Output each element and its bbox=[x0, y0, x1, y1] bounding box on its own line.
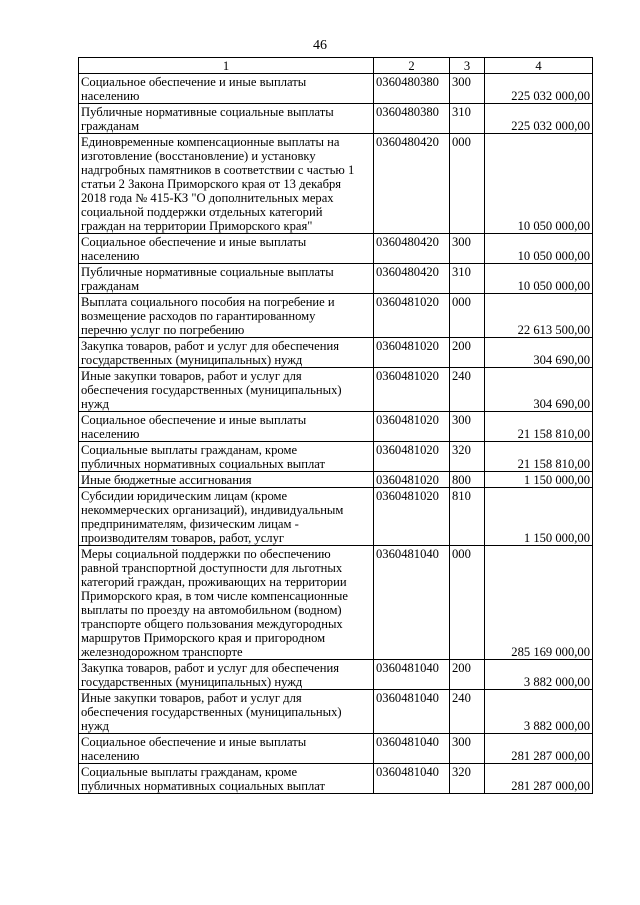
row-name-line: публичных нормативных социальных выплат bbox=[81, 457, 326, 471]
row-name-line: Публичные нормативные социальные выплаты bbox=[81, 105, 334, 119]
row-name-line: выплаты по проезду на автомобильном (водном) bbox=[81, 603, 342, 617]
row-type-cell: 810 bbox=[450, 488, 485, 546]
row-name-line: Единовременные компенсационные выплаты на bbox=[81, 135, 340, 149]
row-name-line: производителям товаров, работ, услуг bbox=[81, 531, 285, 545]
row-name-cell bbox=[79, 660, 374, 690]
row-name-line: маршрутов Приморского края и пригородном bbox=[81, 631, 326, 645]
row-amount-cell: 3 882 000,00 bbox=[485, 660, 593, 690]
row-amount-cell: 1 150 000,00 bbox=[485, 488, 593, 546]
row-name-cell bbox=[79, 734, 374, 764]
row-name-line: статьи 2 Закона Приморского края от 13 декабря bbox=[81, 177, 342, 191]
table-row bbox=[79, 488, 593, 546]
row-name-cell bbox=[79, 764, 374, 794]
row-name-cell bbox=[79, 690, 374, 734]
row-type-cell: 000 bbox=[450, 134, 485, 234]
row-amount-cell: 1 150 000,00 bbox=[485, 472, 593, 488]
row-name-cell bbox=[79, 368, 374, 412]
row-type-cell: 240 bbox=[450, 368, 485, 412]
row-name-line: населению bbox=[81, 249, 140, 263]
row-name-line: категорий граждан, проживающих на территории bbox=[81, 575, 347, 589]
row-type-cell: 240 bbox=[450, 690, 485, 734]
row-name-line: изготовление (восстановление) и установку bbox=[81, 149, 316, 163]
row-name-cell bbox=[79, 412, 374, 442]
row-name-line: Субсидии юридическим лицам (кроме bbox=[81, 489, 288, 503]
table-row bbox=[79, 546, 593, 660]
budget-table-body bbox=[79, 58, 593, 794]
row-code-cell: 0360481040 bbox=[374, 546, 450, 660]
row-code-cell: 0360481040 bbox=[374, 660, 450, 690]
row-code-cell: 0360481040 bbox=[374, 764, 450, 794]
row-code-cell: 0360480380 bbox=[374, 74, 450, 104]
row-type-cell: 300 bbox=[450, 412, 485, 442]
page-number: 46 bbox=[313, 38, 327, 53]
row-type-cell: 300 bbox=[450, 734, 485, 764]
row-name-line: предпринимателям, физическим лицам - bbox=[81, 517, 299, 531]
row-type-cell: 300 bbox=[450, 234, 485, 264]
row-code-cell: 0360481020 bbox=[374, 488, 450, 546]
row-name-line: Социальное обеспечение и иные выплаты bbox=[81, 413, 307, 427]
row-code-cell: 0360481020 bbox=[374, 442, 450, 472]
table-header-row bbox=[79, 58, 593, 74]
row-name-line: Закупка товаров, работ и услуг для обеспечения bbox=[81, 339, 340, 353]
table-row bbox=[79, 764, 593, 794]
table-row bbox=[79, 74, 593, 104]
row-code-cell: 0360481020 bbox=[374, 472, 450, 488]
row-type-cell: 320 bbox=[450, 442, 485, 472]
row-code-cell: 0360481020 bbox=[374, 368, 450, 412]
row-code-cell: 0360481020 bbox=[374, 338, 450, 368]
row-type-cell: 800 bbox=[450, 472, 485, 488]
row-amount-cell: 21 158 810,00 bbox=[485, 412, 593, 442]
table-row bbox=[79, 134, 593, 234]
row-name-cell bbox=[79, 546, 374, 660]
row-amount-cell: 22 613 500,00 bbox=[485, 294, 593, 338]
row-name-line: надгробных памятников в соответствии с частью 1 bbox=[81, 163, 355, 177]
row-type-cell: 000 bbox=[450, 294, 485, 338]
row-name-line: транспорте общего пользования междугородных bbox=[81, 617, 343, 631]
row-name-cell bbox=[79, 472, 374, 488]
row-name-line: государственных (муниципальных) нужд bbox=[81, 675, 303, 689]
row-name-line: некоммерческих организаций), индивидуальным bbox=[81, 503, 344, 517]
row-name-line: перечню услуг по погребению bbox=[81, 323, 245, 337]
row-code-cell: 0360480420 bbox=[374, 264, 450, 294]
table-row bbox=[79, 234, 593, 264]
table-row bbox=[79, 338, 593, 368]
row-name-line: Социальное обеспечение и иные выплаты bbox=[81, 75, 307, 89]
row-name-line: социальной поддержки отдельных категорий bbox=[81, 205, 323, 219]
table-row bbox=[79, 264, 593, 294]
table-row bbox=[79, 442, 593, 472]
budget-table bbox=[78, 57, 593, 794]
row-name-line: публичных нормативных социальных выплат bbox=[81, 779, 326, 793]
row-name-cell bbox=[79, 338, 374, 368]
row-amount-cell: 3 882 000,00 bbox=[485, 690, 593, 734]
row-code-cell: 0360480420 bbox=[374, 234, 450, 264]
row-code-cell: 0360481040 bbox=[374, 734, 450, 764]
table-row bbox=[79, 472, 593, 488]
row-name-line: Публичные нормативные социальные выплаты bbox=[81, 265, 334, 279]
row-name-cell bbox=[79, 442, 374, 472]
row-amount-cell: 21 158 810,00 bbox=[485, 442, 593, 472]
row-name-line: гражданам bbox=[81, 119, 140, 133]
table-row bbox=[79, 660, 593, 690]
row-code-cell: 0360481020 bbox=[374, 294, 450, 338]
row-type-cell: 200 bbox=[450, 338, 485, 368]
row-name-cell bbox=[79, 74, 374, 104]
table-row bbox=[79, 368, 593, 412]
row-amount-cell: 304 690,00 bbox=[485, 338, 593, 368]
row-amount-cell: 281 287 000,00 bbox=[485, 764, 593, 794]
row-amount-cell: 10 050 000,00 bbox=[485, 234, 593, 264]
table-row bbox=[79, 734, 593, 764]
row-amount-cell: 10 050 000,00 bbox=[485, 264, 593, 294]
row-name-line: Социальное обеспечение и иные выплаты bbox=[81, 235, 307, 249]
row-name-cell bbox=[79, 264, 374, 294]
row-name-line: нужд bbox=[81, 719, 109, 733]
row-name-cell bbox=[79, 294, 374, 338]
row-name-cell bbox=[79, 134, 374, 234]
row-amount-cell: 225 032 000,00 bbox=[485, 74, 593, 104]
row-name-line: Социальные выплаты гражданам, кроме bbox=[81, 765, 298, 779]
row-name-line: Приморского края, в том числе компенсационные bbox=[81, 589, 348, 603]
table-row bbox=[79, 294, 593, 338]
row-code-cell: 0360481040 bbox=[374, 690, 450, 734]
row-name-cell bbox=[79, 488, 374, 546]
column-header-4: 4 bbox=[485, 58, 593, 74]
table-row bbox=[79, 412, 593, 442]
column-header-1: 1 bbox=[79, 58, 374, 74]
row-amount-cell: 304 690,00 bbox=[485, 368, 593, 412]
row-amount-cell: 10 050 000,00 bbox=[485, 134, 593, 234]
row-name-line: Социальное обеспечение и иные выплаты bbox=[81, 735, 307, 749]
row-name-line: населению bbox=[81, 427, 140, 441]
row-name-line: возмещение расходов по гарантированному bbox=[81, 309, 316, 323]
row-name-line: государственных (муниципальных) нужд bbox=[81, 353, 303, 367]
row-name-line: обеспечения государственных (муниципальных) bbox=[81, 705, 342, 719]
row-name-line: обеспечения государственных (муниципальных) bbox=[81, 383, 342, 397]
row-name-cell bbox=[79, 104, 374, 134]
row-name-line: Закупка товаров, работ и услуг для обеспечения bbox=[81, 661, 340, 675]
row-type-cell: 200 bbox=[450, 660, 485, 690]
row-name-line: равной транспортной доступности для льготных bbox=[81, 561, 343, 575]
row-name-line: гражданам bbox=[81, 279, 140, 293]
column-header-2: 2 bbox=[374, 58, 450, 74]
row-name-line: граждан на территории Приморского края" bbox=[81, 219, 313, 233]
row-name-line: Социальные выплаты гражданам, кроме bbox=[81, 443, 298, 457]
table-row bbox=[79, 690, 593, 734]
row-code-cell: 0360481020 bbox=[374, 412, 450, 442]
row-name-line: Иные бюджетные ассигнования bbox=[81, 473, 252, 487]
row-name-line: Меры социальной поддержки по обеспечению bbox=[81, 547, 331, 561]
row-name-line: Иные закупки товаров, работ и услуг для bbox=[81, 691, 302, 705]
row-amount-cell: 281 287 000,00 bbox=[485, 734, 593, 764]
row-name-line: нужд bbox=[81, 397, 109, 411]
row-code-cell: 0360480420 bbox=[374, 134, 450, 234]
row-name-line: населению bbox=[81, 749, 140, 763]
row-type-cell: 320 bbox=[450, 764, 485, 794]
row-amount-cell: 225 032 000,00 bbox=[485, 104, 593, 134]
row-name-line: 2018 года № 415-КЗ "О дополнительных мерах bbox=[81, 191, 334, 205]
row-name-line: Выплата социального пособия на погребение и bbox=[81, 295, 335, 309]
table-row bbox=[79, 104, 593, 134]
row-name-line: Иные закупки товаров, работ и услуг для bbox=[81, 369, 302, 383]
row-type-cell: 300 bbox=[450, 74, 485, 104]
row-code-cell: 0360480380 bbox=[374, 104, 450, 134]
column-header-3: 3 bbox=[450, 58, 485, 74]
row-amount-cell: 285 169 000,00 bbox=[485, 546, 593, 660]
row-name-cell bbox=[79, 234, 374, 264]
row-type-cell: 310 bbox=[450, 264, 485, 294]
row-type-cell: 310 bbox=[450, 104, 485, 134]
row-name-line: населению bbox=[81, 89, 140, 103]
row-name-line: железнодорожном транспорте bbox=[81, 645, 243, 659]
row-type-cell: 000 bbox=[450, 546, 485, 660]
